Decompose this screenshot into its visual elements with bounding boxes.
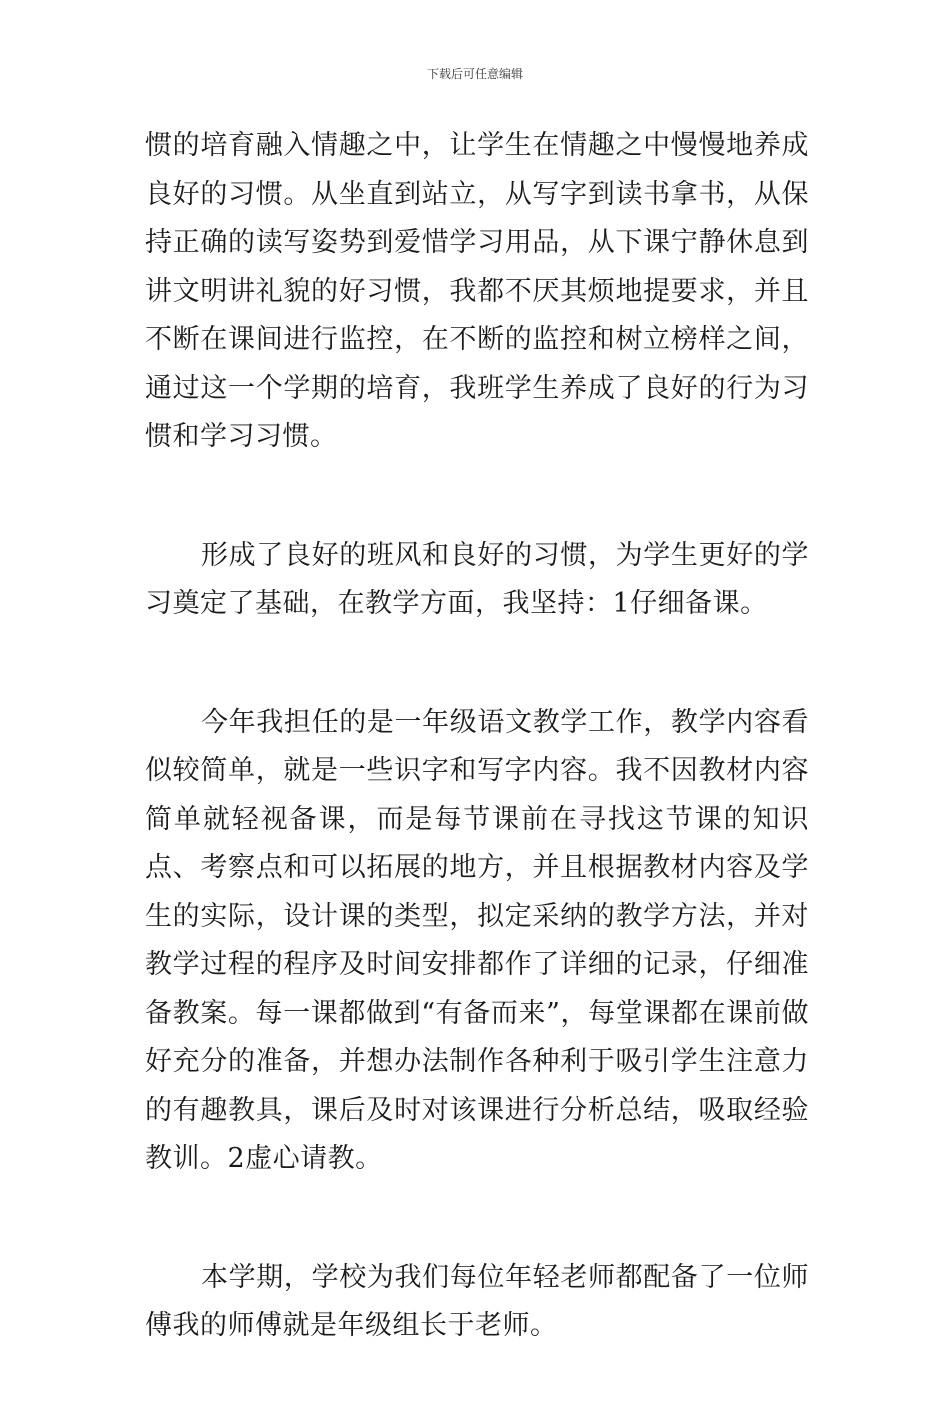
paragraph-3: 今年我担任的是一年级语文教学工作，教学内容看似较简单，就是一些识字和写字内容。我不因教材内容简单就轻视备课，而是每节课前在寻找这节课的知识点、考察点和可以拓展的地方，并且根据教材内容及学生的实际，设计课的类型，拟定采纳的教学方法，并对教学过程的程序及时间安排都作了详细的记录，仔细准备教案。每一课都做到“有备而来”，每堂课都在课前做好充分的准备，并想办法制作各种利于吸引学生注意力的有趣教具，课后及时对该课进行分析总结，吸取经验教训。2虚心请教。 — [145, 706, 809, 1174]
paragraph-1: 惯的培育融入情趣之中，让学生在情趣之中慢慢地养成良好的习惯。从坐直到站立，从写字到读书拿书，从保持正确的读写姿势到爱惜学习用品，从下课宁静休息到讲文明讲礼貌的好习惯，我都不厌其烦地提要求，并且不断在课间进行监控，在不断的监控和树立榜样之间，通过这一个学期的培育，我班学生养成了良好的行为习惯和学习习惯。 — [145, 130, 809, 452]
document-body — [145, 122, 809, 1421]
paragraph-2: 形成了良好的班风和良好的习惯，为学生更好的学习奠定了基础，在教学方面，我坚持：1仔细备课。 — [145, 539, 809, 619]
page-header-note: 下载后可任意编辑 — [426, 67, 523, 81]
paragraph-4: 本学期，学校为我们每位年轻老师都配备了一位师傅我的师傅就是年级组长于老师。 — [145, 1261, 809, 1341]
